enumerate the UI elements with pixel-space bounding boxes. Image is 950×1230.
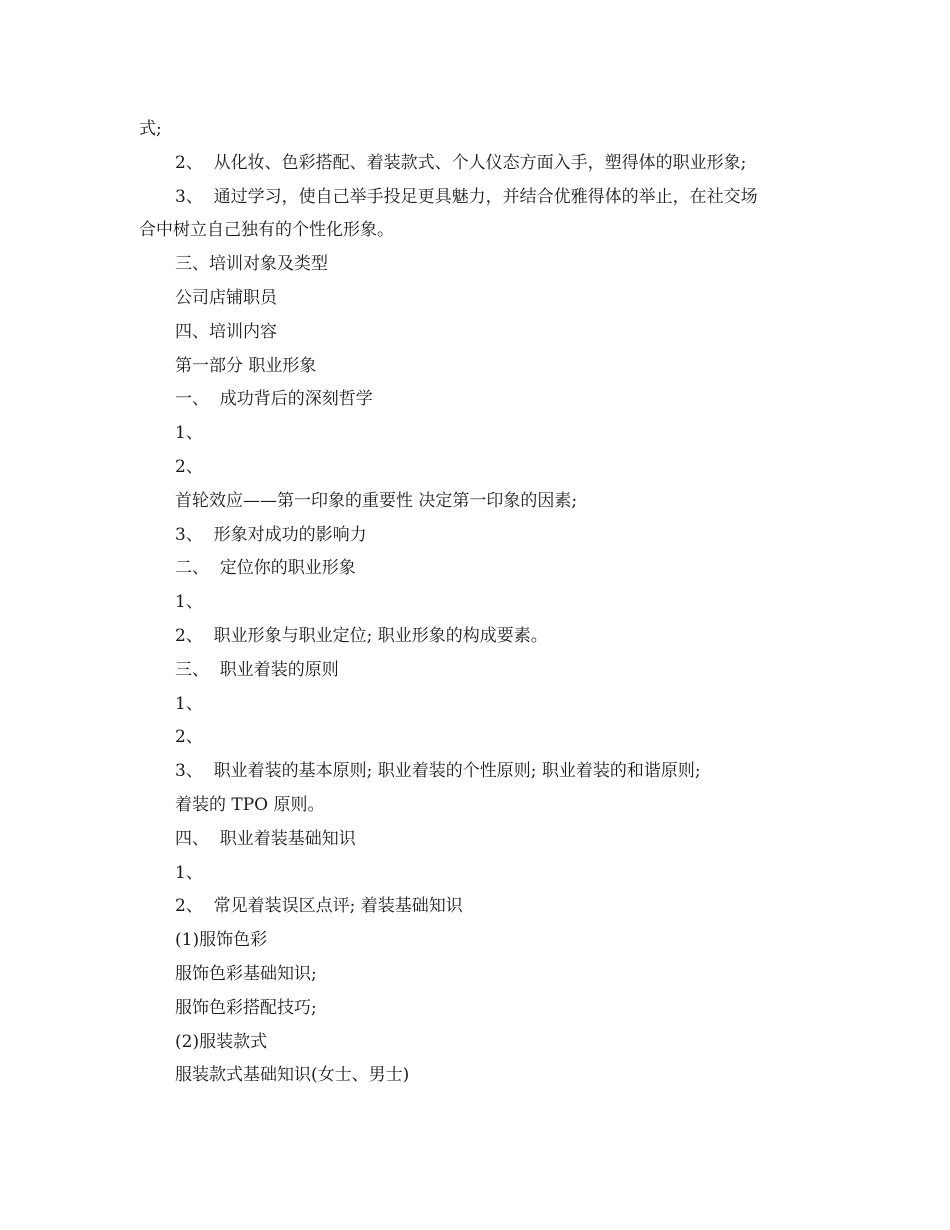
text-line: 一、 成功背后的深刻哲学 [175,389,373,410]
text-line: 3、 职业着装的基本原则; 职业着装的个性原则; 职业着装的和谐原则; [175,761,701,782]
text-line: 式; [139,119,162,139]
text-line: 服饰色彩基础知识; [175,963,317,984]
text-line: 公司店铺职员 [175,287,277,308]
text-line: 首轮效应——第一印象的重要性 决定第一印象的因素; [175,490,578,511]
document-body [139,113,829,1093]
text-line: 1、 [175,592,203,613]
text-line: 服饰色彩搭配技巧; [175,997,317,1018]
text-line: 2、 从化妆、色彩搭配、着装款式、个人仪态方面入手，塑得体的职业形象; [175,152,747,173]
text-line: 1、 [175,423,203,444]
text-line: 2、 职业形象与职业定位; 职业形象的构成要素。 [175,625,548,646]
text-line: 着装的 TPO 原则。 [175,794,325,815]
text-line: 合中树立自己独有的个性化形象。 [139,220,394,241]
text-line: (1)服饰色彩 [175,930,268,951]
text-line: 2、 [175,727,203,748]
text-line: 1、 [175,862,203,883]
text-line: 2、 [175,456,203,477]
text-line: 三、培训对象及类型 [175,254,328,275]
text-line: 2、 常见着装误区点评; 着装基础知识 [175,896,463,917]
text-line: 第一部分 职业形象 [175,355,317,376]
text-line: 四、培训内容 [175,321,277,342]
text-line: 三、 职业着装的原则 [175,659,339,680]
text-line: 二、 定位你的职业形象 [175,558,356,579]
text-line: (2)服装款式 [175,1031,268,1052]
text-line: 3、 形象对成功的影响力 [175,524,367,545]
text-line: 1、 [175,693,203,714]
text-line: 四、 职业着装基础知识 [175,828,356,849]
text-line: 服装款式基础知识(女士、男士) [175,1065,410,1086]
text-line: 3、 通过学习，使自己举手投足更具魅力，并结合优雅得体的举止，在社交场 [175,186,758,207]
